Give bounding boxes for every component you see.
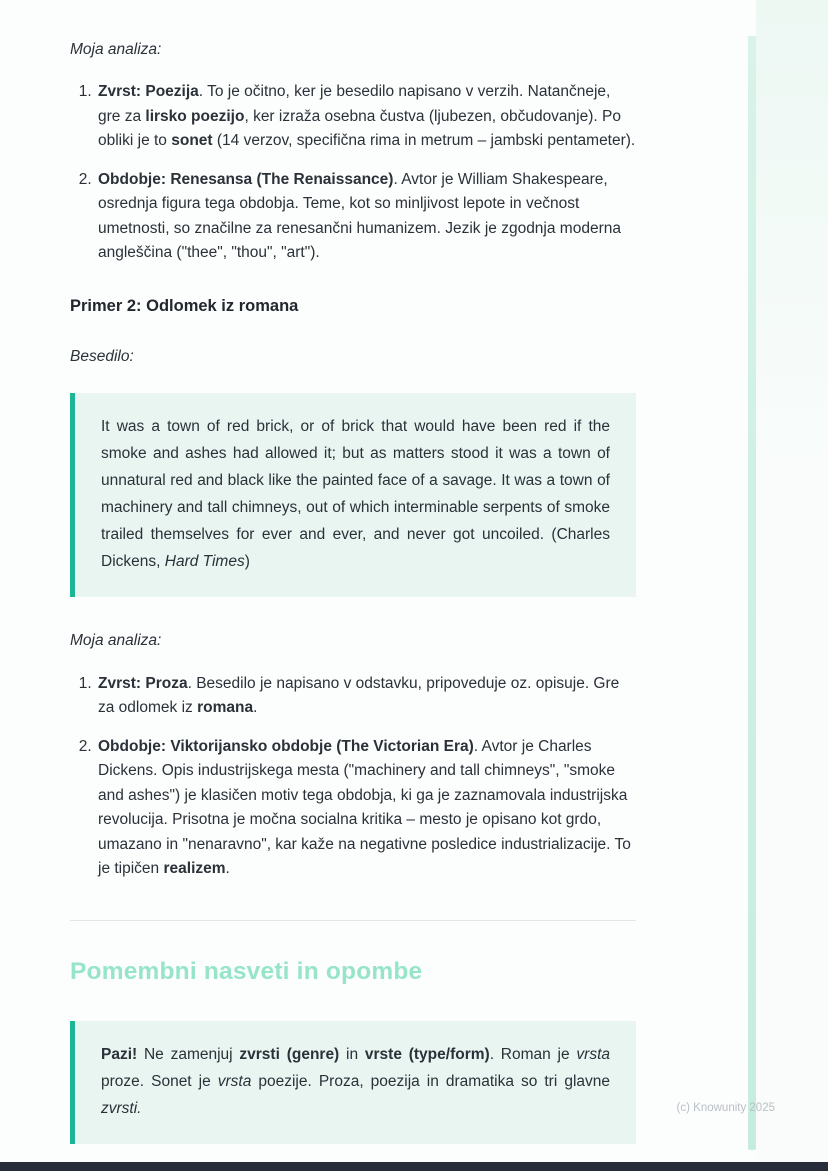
list-item-zvrst-proza: 1. Zvrst: Proza. Besedilo je napisano v odstavku, pripoveduje oz. opisuje. Gre za odlomek iz romana. <box>96 672 636 721</box>
analysis-label-2: Moja analiza: <box>70 632 162 650</box>
primer2-heading: Primer 2: Odlomek iz romana <box>70 296 299 315</box>
document-content <box>70 38 636 1144</box>
copyright-credit: (c) Knowunity 2025 <box>676 1102 775 1114</box>
page-right-tint <box>756 0 828 1171</box>
decorative-side-stripe <box>748 36 756 1150</box>
list-item-obdobje-renesansa: 2. Obdobje: Renesansa (The Renaissance). Avtor je William Shakespeare, osrednja figura tega obdobja. Teme, kot so minljivost lepote in večnost umetnosti, so značilne za renesančni humanizem. Jezik je zgodnja moderna angleščina ("thee", "thou", "art"). <box>96 168 636 266</box>
list-item-obdobje-viktorijansko: 2. Obdobje: Viktorijansko obdobje (The Victorian Era). Avtor je Charles Dickens. Opis industrijskega mesta ("machinery and tall chimneys", "smoke and ashes") je klasičen motiv tega obdobja, ki ga je zaznamovala industrijska revolucija. Prisotna je močna socialna kritika – mesto je opisano kot grdo, umazano in "nenaravno", kar kaže na negativne posledice industrializacije. To je tipičen realizem. <box>96 735 636 882</box>
note-callout-text: Pazi! Ne zamenjuj zvrsti (genre) in vrste (type/form). Roman je vrsta proze. Sonet je vrsta poezije. Proza, poezija in dramatika so tri glavne zvrsti. <box>101 1046 610 1118</box>
list-item-zvrst-poezija: 1. Zvrst: Poezija. To je očitno, ker je besedilo napisano v verzih. Natančneje, gre za lirsko poezijo, ker izraža osebna čustva (ljubezen, občudovanje). Po obliki je to sonet (14 verzov, specifična rima in metrum – jambski pentameter). <box>96 80 636 153</box>
besedilo-label: Besedilo: <box>70 347 134 365</box>
section-divider <box>70 920 636 921</box>
analysis-list-2 <box>70 672 636 882</box>
bottom-dark-bar <box>0 1162 828 1171</box>
quote-block-dickens <box>70 393 636 597</box>
analysis-list-1 <box>70 80 636 265</box>
note-callout-box <box>70 1021 636 1144</box>
analysis-label-1: Moja analiza: <box>70 41 162 58</box>
quote-text-dickens: It was a town of red brick, or of brick that would have been red if the smoke and ashes had allowed it; but as matters stood it was a town of unnatural red and black like the painted face of a savage. It was a town of machinery and tall chimneys, out of which interminable serpents of smoke trailed themselves for ever and ever, and never got uncoiled. (Charles Dickens, Hard Times) <box>101 418 610 571</box>
notes-heading: Pomembni nasveti in opombe <box>70 957 423 985</box>
